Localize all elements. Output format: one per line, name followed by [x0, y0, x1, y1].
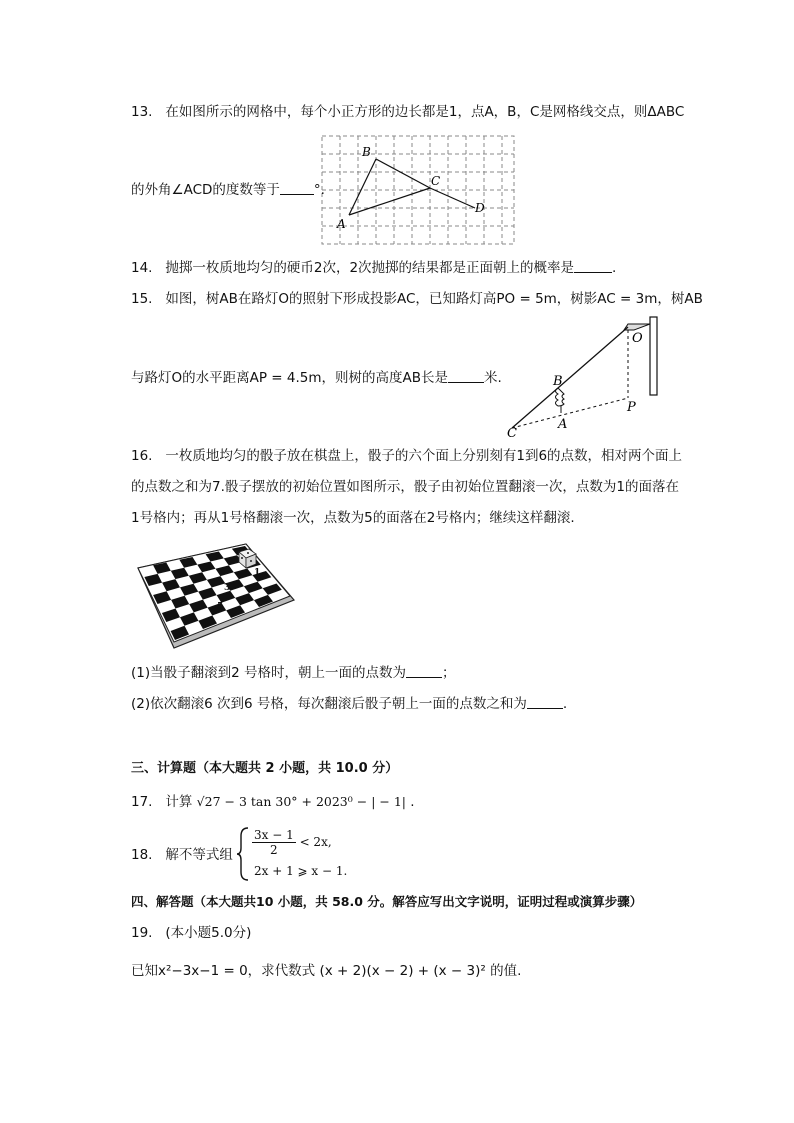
q13-line2	[131, 181, 325, 199]
q19-number: 19.	[131, 925, 153, 941]
cell-label-5: 5	[217, 602, 224, 612]
q15-suffix: 米.	[484, 370, 502, 386]
q18-fraction	[252, 828, 296, 857]
q18-label	[131, 846, 233, 864]
q14-line	[131, 259, 616, 277]
q18-number: 18.	[131, 847, 153, 863]
label-c: C	[507, 426, 517, 441]
q17-prefix: 计算	[165, 794, 193, 810]
q15-text-line2: 与路灯O的水平距离AP = 4.5m，则树的高度AB长是	[131, 370, 449, 386]
cell-label-1: 1	[254, 568, 261, 578]
section3-heading: 三、计算题（本大题共 2 小题，共 10.0 分）	[131, 761, 399, 776]
q16-sub2-text: (2)依次翻滚6 次到6 号格，每次翻滚后骰子朝上一面的点数之和为	[131, 696, 527, 712]
q17-number: 17.	[131, 794, 153, 810]
lamp-post	[624, 317, 657, 395]
q13-text-line1: 在如图所示的网格中，每个小正方形的边长都是1，点A，B，C是网格线交点，则ΔABC	[165, 104, 685, 120]
cell-label-6: 6	[201, 611, 208, 621]
q18-brace-icon	[236, 826, 250, 882]
q16-line2	[131, 478, 679, 496]
q16-line3	[131, 509, 575, 527]
q18-inequality2: 2x + 1 ⩾ x − 1.	[254, 864, 348, 878]
q16-sub1-suffix: ；	[442, 665, 456, 681]
light-ray	[512, 327, 628, 428]
label-b: B	[362, 145, 371, 159]
q18-fraction-numerator: 3x − 1	[254, 828, 294, 842]
q19-header	[131, 924, 251, 942]
q16-number: 16.	[131, 448, 153, 464]
q16-line1	[131, 447, 682, 465]
q19-text: 已知x²−3x−1 = 0，求代数式 (x + 2)(x − 2) + (x − 3)² 的值.	[131, 963, 522, 979]
q15-text-line1: 如图，树AB在路灯O的照射下形成投影AC，已知路灯高PO = 5m，树影AC = 3m，树AB	[165, 291, 703, 307]
q13-answer-blank[interactable]	[280, 194, 314, 195]
label-d: D	[475, 201, 485, 215]
cell-label-3: 3	[224, 583, 231, 593]
label-c: C	[431, 174, 441, 188]
q16-sub1	[131, 664, 456, 682]
q16-sub1-answer-blank[interactable]	[406, 677, 442, 678]
q16-sub2-answer-blank[interactable]	[527, 708, 563, 709]
q16-text-line3: 1号格内；再从1号格翻滚一次，点数为5的面落在2号格内；继续这样翻滚.	[131, 510, 575, 526]
q16-text-line2: 的点数之和为7.骰子摆放的初始位置如图所示，骰子由初始位置翻滚一次，点数为1的面落在	[131, 479, 679, 495]
q18-prefix: 解不等式组	[165, 847, 233, 863]
label-p: P	[627, 400, 636, 415]
q14-answer-blank[interactable]	[574, 272, 612, 273]
q18-ineq1-rest: < 2x,	[299, 835, 332, 849]
label-a: A	[558, 417, 568, 432]
q19-score: (本小题5.0分)	[165, 925, 252, 941]
q15-line1	[131, 290, 703, 308]
q13-suffix: °.	[313, 182, 325, 198]
q16-sub1-text: (1)当骰子翻滚到2 号格时，朝上一面的点数为	[131, 665, 407, 681]
q17-expression: √27 − 3 tan 30° + 2023⁰ − | − 1|	[196, 794, 406, 809]
q16-sub2	[131, 695, 567, 713]
q13-grid-figure	[318, 134, 518, 248]
q15-streetlight-figure	[500, 312, 670, 442]
q14-text: 抛掷一枚质地均匀的硬币2次，2次抛掷的结果都是正面朝上的概率是	[165, 260, 575, 276]
q15-number: 15.	[131, 291, 153, 307]
q14-suffix: .	[612, 260, 617, 276]
grid-lines	[322, 136, 514, 244]
q13-number: 13.	[131, 104, 153, 120]
q13-line1	[131, 103, 684, 121]
q17-line	[131, 793, 415, 811]
q15-line2	[131, 369, 502, 387]
q14-number: 14.	[131, 260, 153, 276]
q18-fraction-denominator: 2	[270, 843, 278, 857]
label-b: B	[553, 374, 563, 389]
q15-answer-blank[interactable]	[448, 382, 484, 383]
q16-chessboard-figure	[130, 540, 300, 652]
q16-text-line1: 一枚质地均匀的骰子放在棋盘上，骰子的六个面上分别刻有1到6的点数，相对两个面上	[165, 448, 683, 464]
q16-sub2-suffix: .	[562, 696, 568, 712]
q17-suffix: .	[410, 794, 415, 810]
q18-inequality1	[252, 828, 332, 857]
tree-icon	[556, 388, 565, 413]
q13-text-line2: 的外角∠ACD的度数等于	[131, 182, 280, 198]
section4-heading: 四、解答题（本大题共10 小题，共 58.0 分。解答应写出文字说明，证明过程或演算步骤）	[131, 894, 643, 909]
label-o: O	[632, 331, 643, 346]
label-a: A	[337, 217, 346, 231]
